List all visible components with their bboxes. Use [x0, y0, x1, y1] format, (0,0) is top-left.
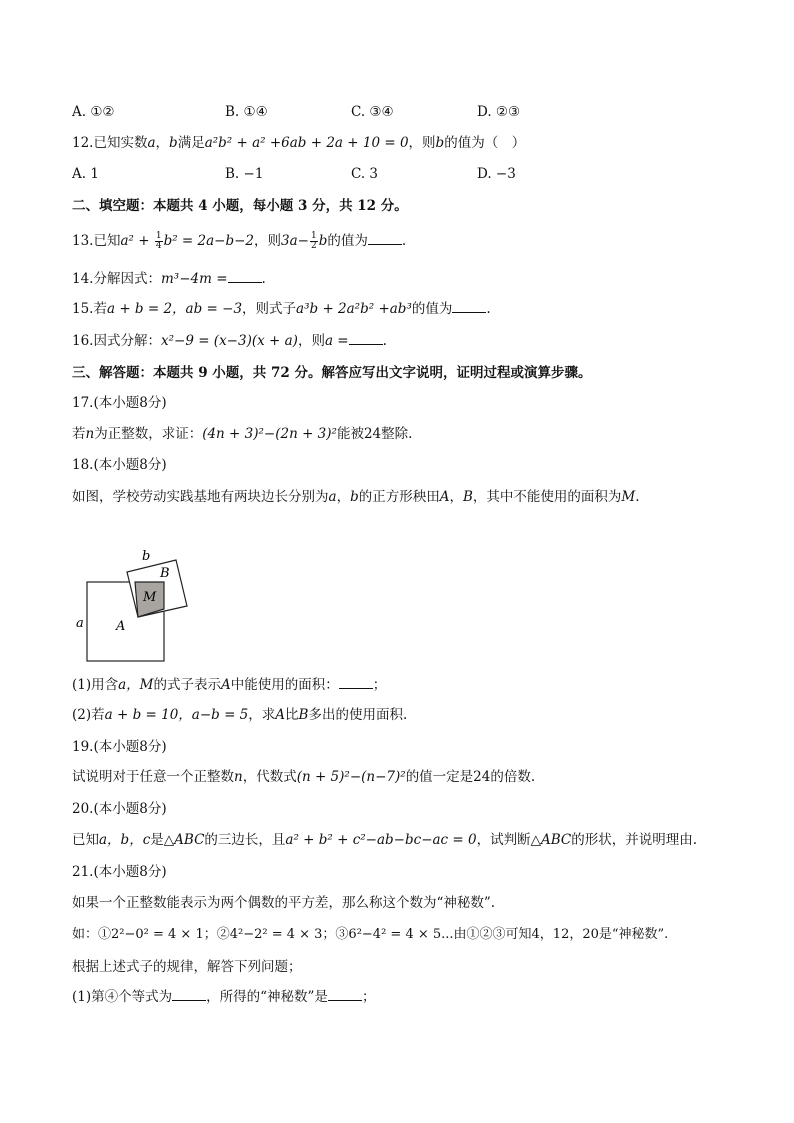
q21-part1-number-blank[interactable]: [328, 988, 362, 1001]
q12-option-d: D. −3: [477, 166, 516, 182]
q16-answer-blank[interactable]: [349, 332, 383, 345]
q11-option-c: C. ③④: [351, 104, 394, 120]
q11-option-a: A. ①②: [72, 104, 115, 120]
label-a: a: [76, 616, 84, 631]
q15-answer-blank[interactable]: [452, 300, 486, 313]
q13-answer-blank[interactable]: [368, 232, 402, 245]
q21-header: 21.(本小题8分): [72, 864, 167, 880]
label-M: M: [143, 590, 157, 605]
fraction-one-half: $\frac{1}{2}$: [310, 231, 317, 251]
q19-stem: 试说明对于任意一个正整数n，代数式(n + 5)²−(n−7)²的值一定是24的倍数.: [72, 769, 536, 785]
q12-option-b: B. −1: [225, 166, 264, 182]
q21-part1: (1)第④个等式为 ，所得的“神秘数”是 ；: [72, 989, 376, 1005]
label-B: B: [160, 566, 170, 581]
q14-stem: 14.分解因式：m³−4m = .: [72, 271, 266, 287]
q18-stem: 如图，学校劳动实践基地有两块边长分别为a，b的正方形秧田A，B，其中不能使用的面积为M.: [72, 489, 640, 505]
q18-squares-figure: [72, 545, 202, 670]
q20-header: 20.(本小题8分): [72, 801, 167, 817]
q13-stem: 13.已知a² + $\frac{1}{4}$ b² = 2a−b−2，则3a− $\frac{1}{2}$ b的值为 .: [72, 231, 407, 251]
q17-header: 17.(本小题8分): [72, 395, 167, 411]
squares-diagram: [72, 545, 202, 670]
section-2-title: 二、填空题：本题共 4 小题，每小题 3 分，共 12 分。: [72, 198, 408, 214]
label-b: b: [142, 549, 151, 564]
q21-part1-equation-blank[interactable]: [172, 988, 206, 1001]
q12-option-c: C. 3: [351, 166, 379, 182]
fraction-one-quarter: $\frac{1}{4}$: [155, 231, 162, 251]
q14-answer-blank[interactable]: [228, 270, 262, 283]
q20-stem: 已知a，b，c是△ABC的三边长，且a² + b² + c²−ab−bc−ac = 0，试判断△ABC的形状，并说明理由.: [72, 832, 698, 848]
q12-equation: a²b² + a² +6ab + 2a + 10 = 0: [204, 135, 409, 151]
section-3-title: 三、解答题：本题共 9 小题，共 72 分。解答应写出文字说明，证明过程或演算步骤。: [72, 365, 592, 381]
q16-stem: 16.因式分解：x²−9 = (x−3)(x + a)，则a = .: [72, 333, 387, 349]
q18-part1-answer-blank[interactable]: [339, 676, 373, 689]
q18-header: 18.(本小题8分): [72, 457, 167, 473]
q11-option-b: B. ①④: [225, 104, 268, 120]
q11-option-d: D. ②③: [477, 104, 521, 120]
label-A: A: [116, 619, 126, 634]
q18-part2: (2)若a + b = 10，a−b = 5，求A比B多出的使用面积.: [72, 707, 408, 723]
q12-option-a: A. 1: [72, 166, 99, 182]
q15-stem: 15.若a + b = 2，ab = −3，则式子a³b + 2a²b² +ab³的值为 .: [72, 301, 491, 317]
q21-definition: 如果一个正整数能表示为两个偶数的平方差，那么称这个数为“神秘数”.: [72, 895, 496, 911]
q12-stem: 12.已知实数a，b满足a²b² + a² +6ab + 2a + 10 = 0，则b的值为（ ）: [72, 135, 526, 151]
q21-examples: 如：①2²−0² = 4 × 1；②4²−2² = 4 × 3；③6²−4² = 4 × 5...由①②③可知4，12，20是“神秘数”.: [72, 927, 669, 942]
q19-header: 19.(本小题8分): [72, 739, 167, 755]
q21-instruction: 根据上述式子的规律，解答下列问题；: [72, 959, 302, 975]
q18-part1: (1)用含a，M的式子表示A中能使用的面积： ；: [72, 677, 387, 693]
q17-stem: 若n为正整数，求证：(4n + 3)²−(2n + 3)²能被24整除.: [72, 426, 413, 442]
